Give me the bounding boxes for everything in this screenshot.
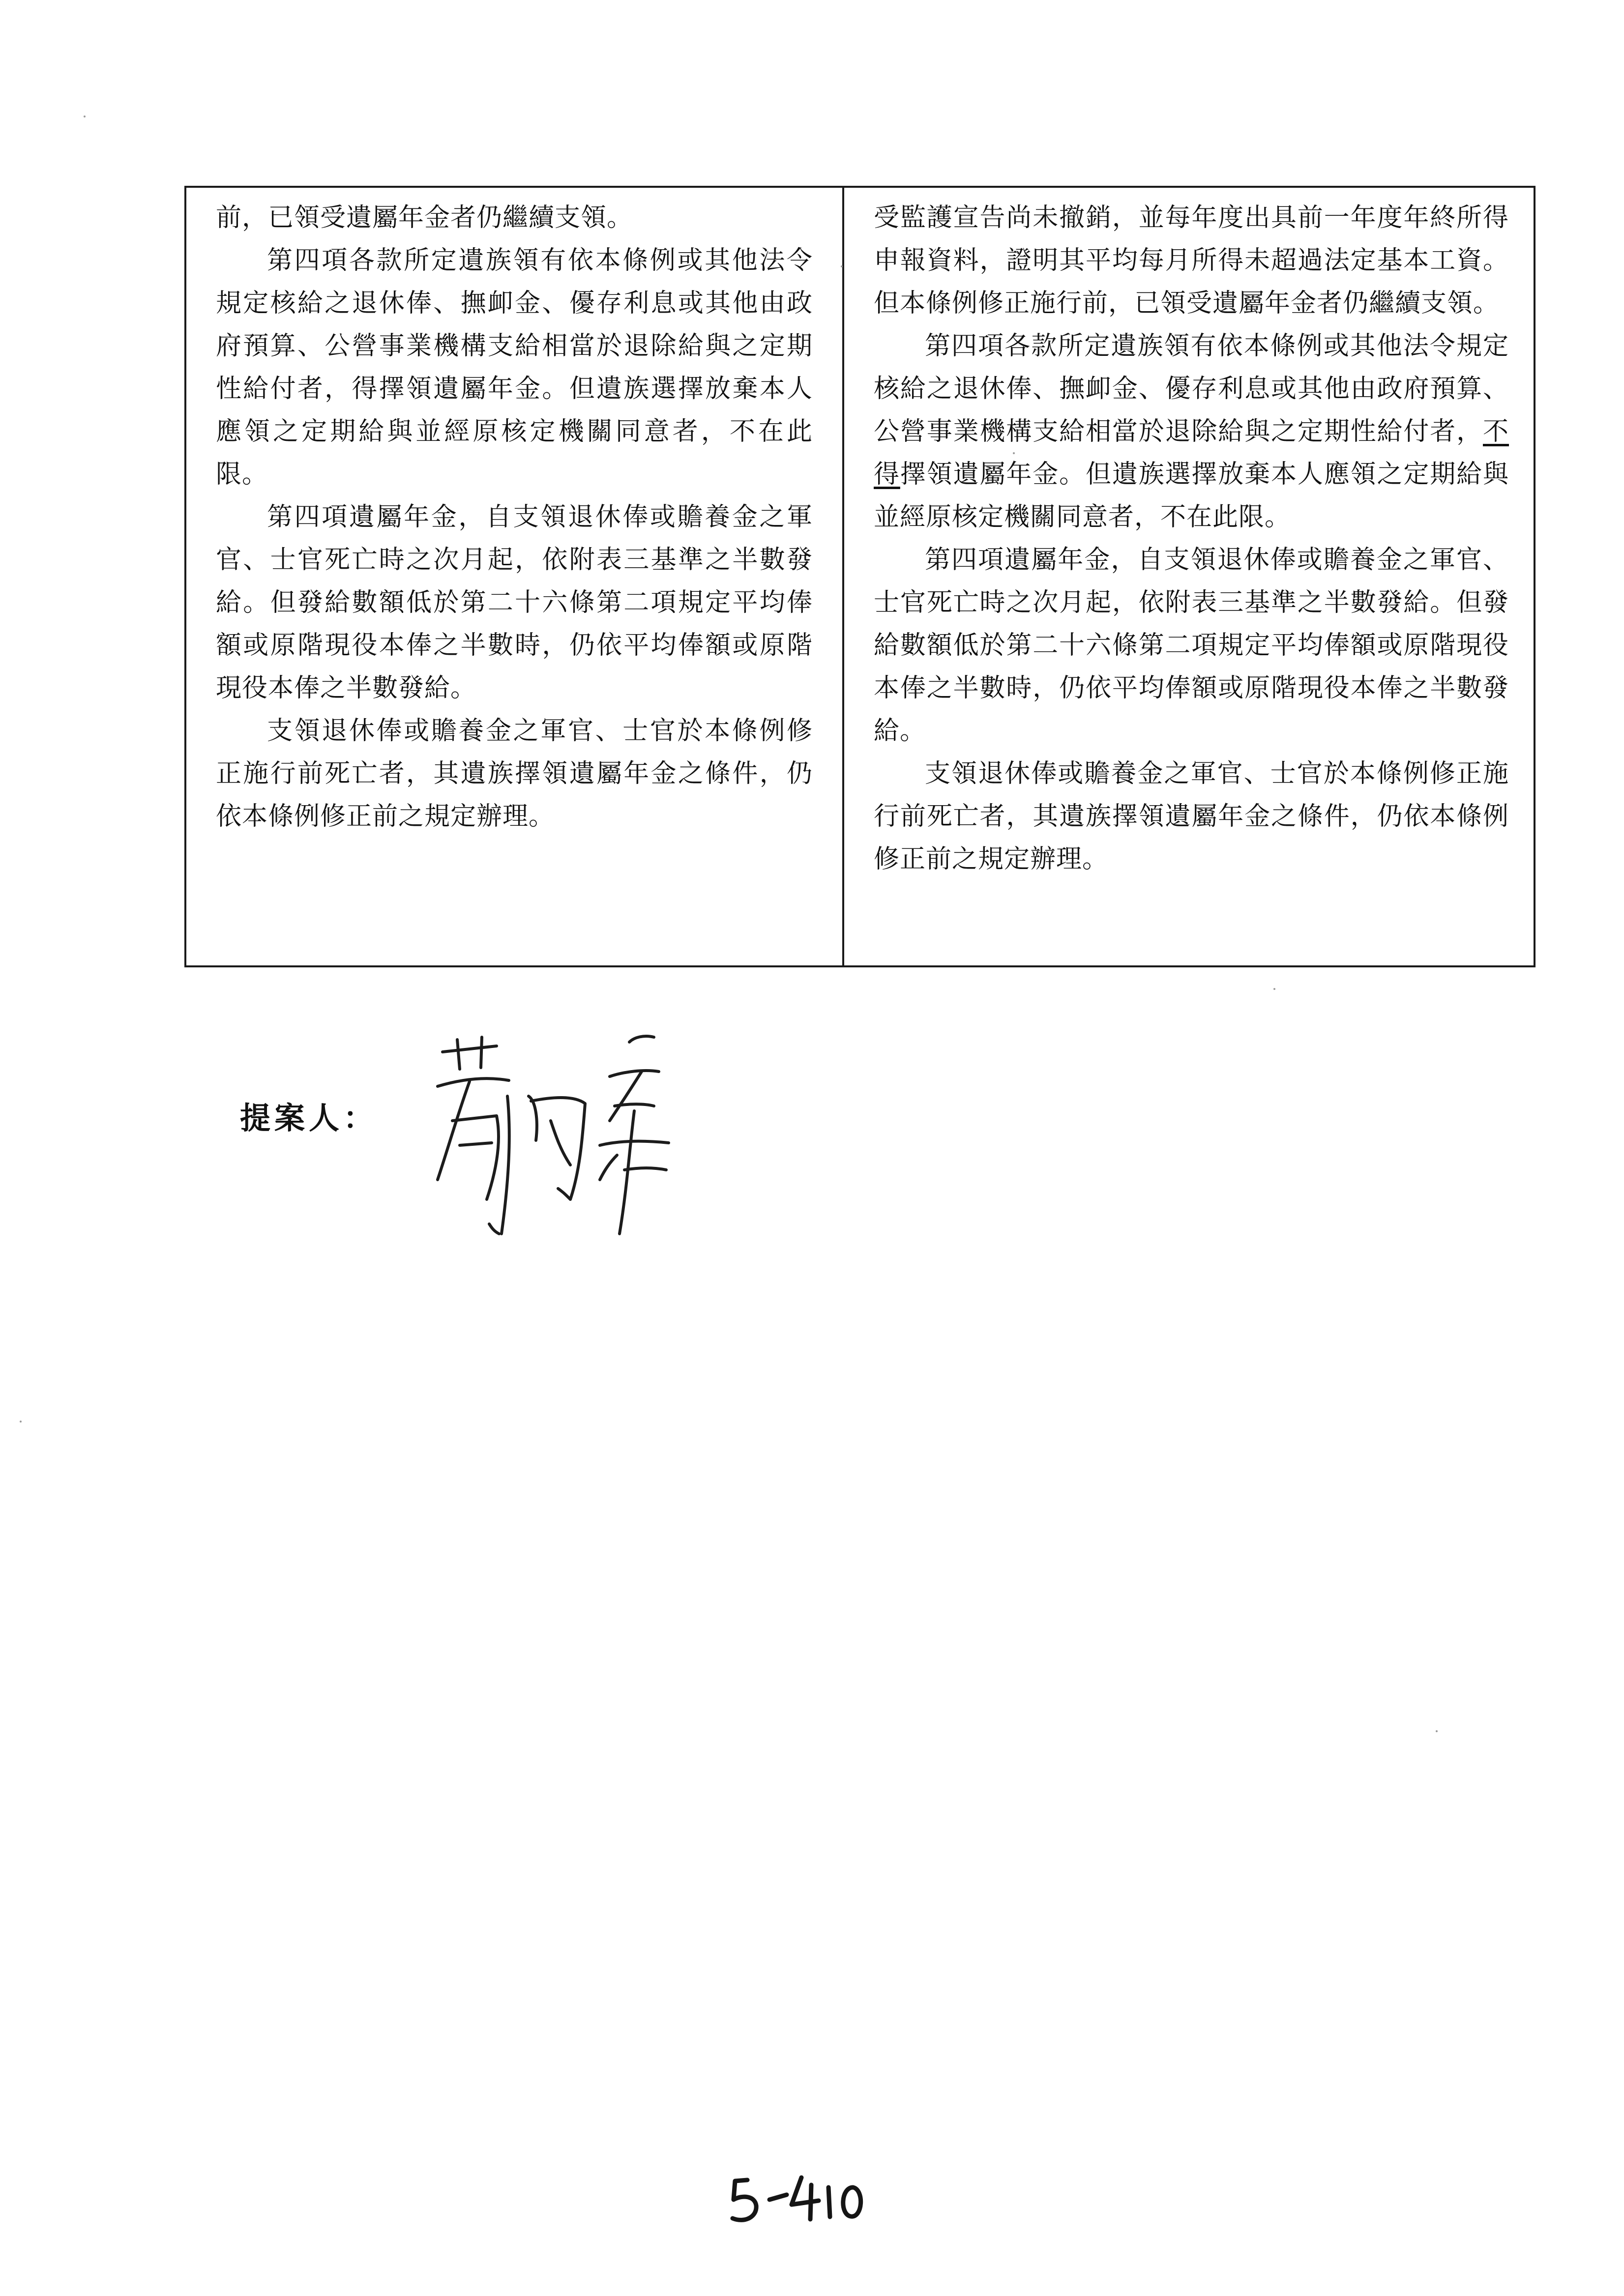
- handwritten-page-number: [728, 2165, 875, 2229]
- left-paragraph: 第四項遺屬年金，自支領退休俸或贍養金之軍官、士官死亡時之次月起，依附表三基準之半數發給。但發給數額低於第二十六條第二項規定平均俸額或原階現役本俸之半數時，仍依平均俸額或原階現役本俸之半數發給。: [216, 502, 813, 703]
- right-column: [844, 188, 1534, 965]
- right-paragraph-text: 擇領遺屬年金。但遺族選擇放棄本人應領之定期給與並經原核定機關同意者，不在此限。: [874, 460, 1509, 532]
- right-paragraph: 受監護宣告尚未撤銷，並每年度出具前一年度年終所得申報資料，證明其平均每月所得未超過法定基本工資。但本條例修正施行前，已領受遺屬年金者仍繼續支領。: [874, 203, 1509, 318]
- left-paragraph: 支領退休俸或贍養金之軍官、士官於本條例修正施行前死亡者，其遺族擇領遺屬年金之條件，仍依本條例修正前之規定辦理。: [216, 716, 813, 831]
- handwritten-signature: [423, 1022, 728, 1253]
- left-column: [186, 188, 844, 965]
- comparison-table: [184, 186, 1535, 967]
- underlined-amendment: 不得: [874, 417, 1509, 489]
- right-paragraph: [874, 325, 1509, 539]
- scan-speck: [841, 265, 843, 267]
- scan-speck: [20, 1421, 22, 1423]
- scan-speck: [1013, 452, 1015, 454]
- scan-speck: [84, 116, 86, 117]
- left-paragraph: 前，已領受遺屬年金者仍繼續支領。: [216, 203, 633, 233]
- left-paragraph: 第四項各款所定遺族領有依本條例或其他法令規定核給之退休俸、撫卹金、優存利息或其他由政府預算、公營事業機構支給相當於退除給與之定期性給付者，得擇領遺屬年金。但遺族選擇放棄本人應領之定期給與並經原核定機關同意者，不在此限。: [216, 246, 813, 489]
- proposer-label: 提案人：: [240, 1100, 378, 1136]
- right-paragraph: 第四項遺屬年金，自支領退休俸或贍養金之軍官、士官死亡時之次月起，依附表三基準之半數發給。但發給數額低於第二十六條第二項規定平均俸額或原階現役本俸之半數時，仍依平均俸額或原階現役本俸之半數發給。: [874, 545, 1509, 746]
- scan-speck: [1273, 988, 1275, 990]
- scan-speck: [1436, 1730, 1438, 1732]
- right-paragraph: 支領退休俸或贍養金之軍官、士官於本條例修正施行前死亡者，其遺族擇領遺屬年金之條件，仍依本條例修正前之規定辦理。: [874, 759, 1509, 874]
- right-paragraph-text: 第四項各款所定遺族領有依本條例或其他法令規定核給之退休俸、撫卹金、優存利息或其他由政府預算、公營事業機構支給相當於退除給與之定期性給付者，: [874, 331, 1509, 446]
